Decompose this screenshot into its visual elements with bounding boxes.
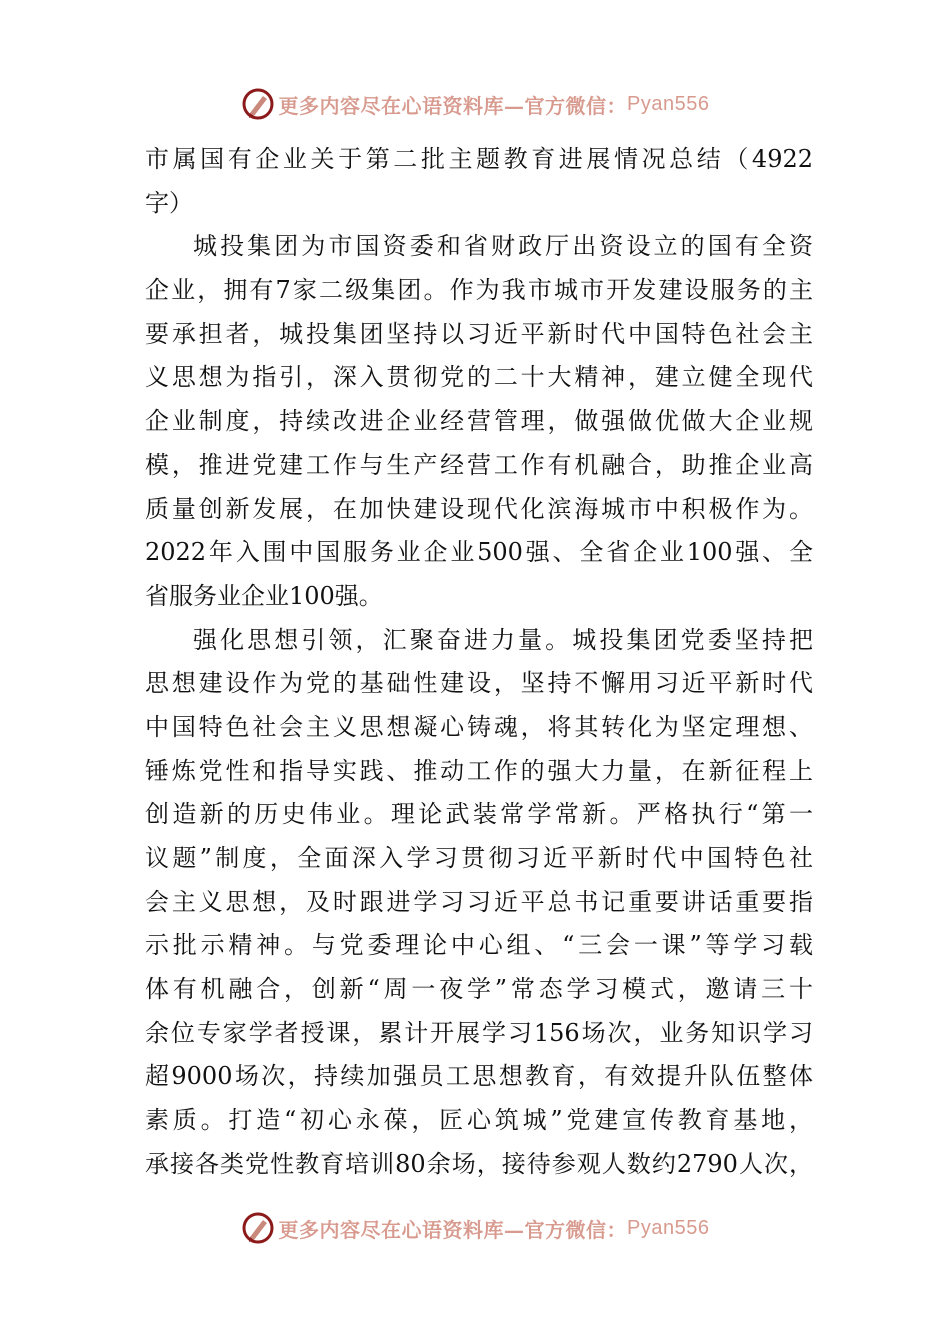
watermark-text: 更多内容尽在心语资料库—官方微信： xyxy=(278,93,628,118)
doc-title-line-2: 字） xyxy=(145,188,193,217)
paragraph-line: 义思想为指引，深入贯彻党的二十大精神，建立健全现代 xyxy=(145,363,813,392)
paragraph-line: 创造新的历史伟业。理论武装常学常新。严格执行“第一 xyxy=(145,800,813,829)
paragraph-line: 锤炼党性和指导实践、推动工作的强大力量，在新征程上 xyxy=(145,756,813,785)
pen-circle-logo-icon xyxy=(241,87,275,121)
paragraph-line: 超9000场次，持续加强员工思想教育，有效提升队伍整体 xyxy=(145,1062,813,1091)
paragraph-line: 素质。打造“初心永葆，匠心筑城”党建宣传教育基地， xyxy=(145,1106,813,1135)
pen-circle-logo-icon xyxy=(241,1211,275,1245)
paragraph-line: 强化思想引领，汇聚奋进力量。城投集团党委坚持把 xyxy=(193,625,813,654)
paragraph-line: 要承担者，城投集团坚持以习近平新时代中国特色社会主 xyxy=(145,319,813,348)
paragraph-line: 承接各类党性教育培训80余场，接待参观人数约2790人次， xyxy=(145,1149,813,1178)
footer-watermark-banner xyxy=(0,1208,950,1248)
paragraph-line: 余位专家学者授课，累计开展学习156场次，业务知识学习 xyxy=(145,1018,813,1047)
watermark-wechat-id: Pyan556 xyxy=(627,92,710,115)
paragraph-line: 会主义思想，及时跟进学习习近平总书记重要讲话重要指 xyxy=(145,887,813,916)
paragraph-line: 体有机融合，创新“周一夜学”常态学习模式，邀请三十 xyxy=(145,975,813,1004)
watermark-wechat-id: Pyan556 xyxy=(627,1216,710,1239)
paragraph-line: 质量创新发展，在加快建设现代化滨海城市中积极作为。 xyxy=(145,494,813,523)
doc-title-line-1: 市属国有企业关于第二批主题教育进展情况总结（4922 xyxy=(145,145,813,173)
paragraph-line: 城投集团为市国资委和省财政厅出资设立的国有全资 xyxy=(193,232,813,261)
paragraph-line: 示批示精神。与党委理论中心组、“三会一课”等学习载 xyxy=(145,931,813,960)
paragraph-line: 思想建设作为党的基础性建设，坚持不懈用习近平新时代 xyxy=(145,669,813,698)
paragraph-line: 省服务业企业100强。 xyxy=(145,581,383,610)
watermark-text: 更多内容尽在心语资料库—官方微信： xyxy=(278,1217,628,1242)
header-watermark-banner xyxy=(0,84,950,124)
paragraph-line: 企业制度，持续改进企业经营管理，做强做优做大企业规 xyxy=(145,407,813,436)
paragraph-line: 企业，拥有7家二级集团。作为我市城市开发建设服务的主 xyxy=(145,276,813,305)
paragraph-line: 议题”制度，全面深入学习贯彻习近平新时代中国特色社 xyxy=(145,844,813,872)
paragraph-line: 2022年入围中国服务业企业500强、全省企业100强、全 xyxy=(145,538,813,567)
document-body xyxy=(145,138,813,1187)
paragraph-line: 模，推进党建工作与生产经营工作有机融合，助推企业高 xyxy=(145,450,813,479)
paragraph-line: 中国特色社会主义思想凝心铸魂，将其转化为坚定理想、 xyxy=(145,712,813,741)
